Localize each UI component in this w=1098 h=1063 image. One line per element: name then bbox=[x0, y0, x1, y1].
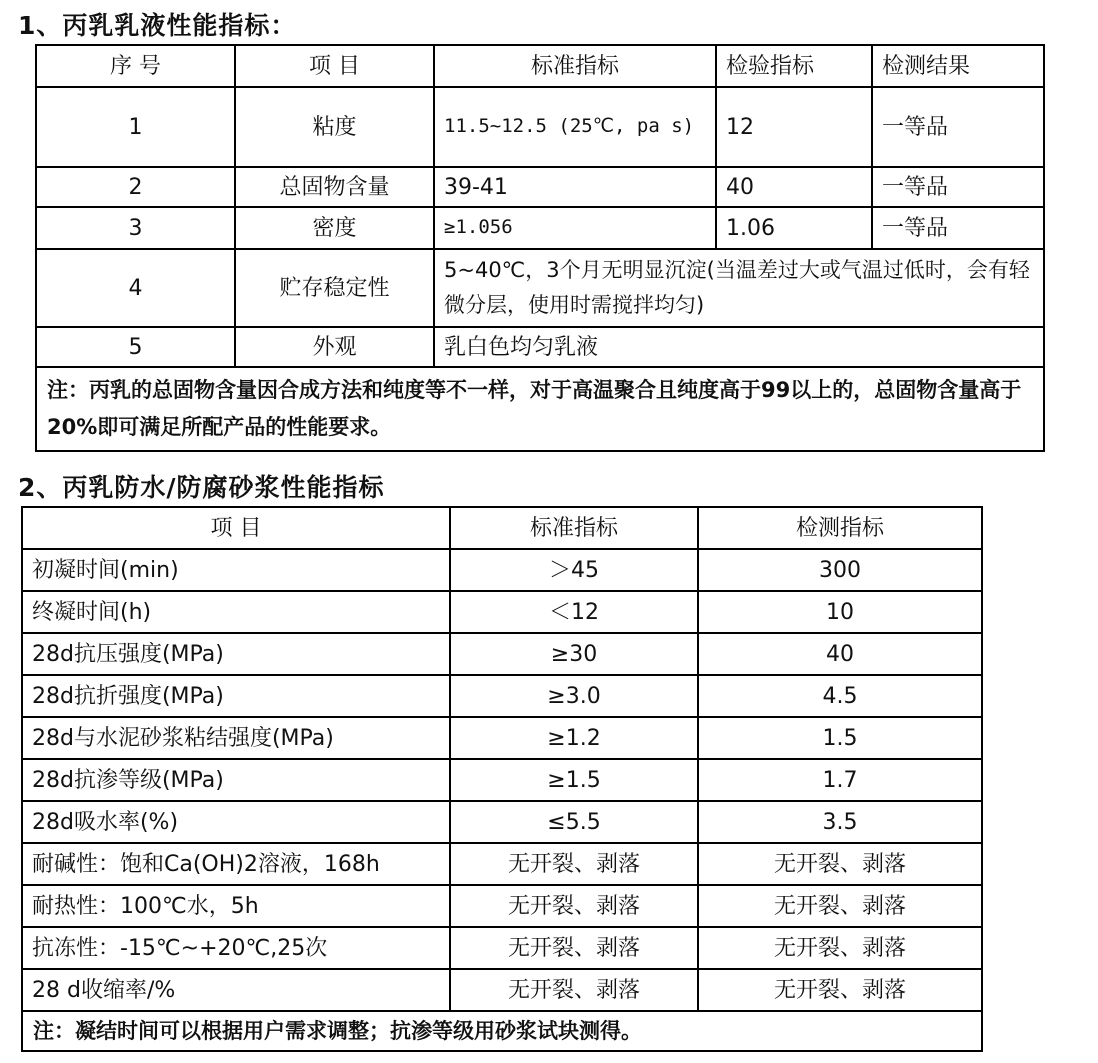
row-result: 一等品 bbox=[872, 87, 1044, 167]
table-row bbox=[22, 549, 982, 591]
row-item: 28 d收缩率/% bbox=[22, 969, 450, 1011]
table-row bbox=[22, 633, 982, 675]
table-row bbox=[22, 885, 982, 927]
row-standard: 无开裂、剥落 bbox=[450, 885, 698, 927]
row-item: 28d吸水率(%) bbox=[22, 801, 450, 843]
row-standard: ≥1.2 bbox=[450, 717, 698, 759]
table-row bbox=[22, 927, 982, 969]
row-item: 密度 bbox=[235, 207, 434, 249]
row-standard: 11.5~12.5 (25℃, pa s) bbox=[434, 87, 716, 167]
header-test: 检测指标 bbox=[698, 507, 982, 549]
row-standard: ≥3.0 bbox=[450, 675, 698, 717]
row-test: 4.5 bbox=[698, 675, 982, 717]
row-standard: 39-41 bbox=[434, 167, 716, 207]
row-test: 无开裂、剥落 bbox=[698, 843, 982, 885]
header-test: 检验指标 bbox=[716, 45, 872, 87]
row-item: 外观 bbox=[235, 327, 434, 367]
row-standard: ＜12 bbox=[450, 591, 698, 633]
table-row bbox=[22, 591, 982, 633]
emulsion-properties-table bbox=[35, 44, 1045, 452]
row-test: 300 bbox=[698, 549, 982, 591]
note-row bbox=[36, 367, 1044, 451]
table-row bbox=[22, 801, 982, 843]
table-row bbox=[36, 87, 1044, 167]
row-item: 终凝时间(h) bbox=[22, 591, 450, 633]
table-row bbox=[36, 249, 1044, 327]
row-no: 1 bbox=[36, 87, 235, 167]
header-item: 项 目 bbox=[235, 45, 434, 87]
table-row bbox=[36, 167, 1044, 207]
table-row bbox=[36, 327, 1044, 367]
row-no: 3 bbox=[36, 207, 235, 249]
row-item: 28d抗压强度(MPa) bbox=[22, 633, 450, 675]
row-test: 10 bbox=[698, 591, 982, 633]
row-item: 28d抗渗等级(MPa) bbox=[22, 759, 450, 801]
row-item: 总固物含量 bbox=[235, 167, 434, 207]
row-no: 5 bbox=[36, 327, 235, 367]
row-test: 3.5 bbox=[698, 801, 982, 843]
row-item: 抗冻性：-15℃~+20℃,25次 bbox=[22, 927, 450, 969]
row-item: 耐碱性：饱和Ca(OH)2溶液，168h bbox=[22, 843, 450, 885]
row-item: 粘度 bbox=[235, 87, 434, 167]
row-standard: 乳白色均匀乳液 bbox=[434, 327, 1044, 367]
table-note: 注：丙乳的总固物含量因合成方法和纯度等不一样，对于高温聚合且纯度高于99以上的，总固物含量高于20%即可满足所配产品的性能要求。 bbox=[36, 367, 1044, 451]
row-standard: 无开裂、剥落 bbox=[450, 927, 698, 969]
header-standard: 标准指标 bbox=[450, 507, 698, 549]
table-row bbox=[22, 969, 982, 1011]
header-item: 项 目 bbox=[22, 507, 450, 549]
row-item: 28d抗折强度(MPa) bbox=[22, 675, 450, 717]
table-row bbox=[36, 207, 1044, 249]
table-row bbox=[22, 843, 982, 885]
row-test: 40 bbox=[698, 633, 982, 675]
row-result: 一等品 bbox=[872, 167, 1044, 207]
row-test: 1.7 bbox=[698, 759, 982, 801]
row-test: 无开裂、剥落 bbox=[698, 927, 982, 969]
section2-title: 2、丙乳防水/防腐砂浆性能指标 bbox=[18, 473, 385, 502]
row-standard: ＞45 bbox=[450, 549, 698, 591]
table-row bbox=[22, 675, 982, 717]
mortar-properties-table bbox=[21, 506, 983, 1052]
row-result: 一等品 bbox=[872, 207, 1044, 249]
row-standard: ≥1.5 bbox=[450, 759, 698, 801]
row-test: 无开裂、剥落 bbox=[698, 885, 982, 927]
row-standard: 无开裂、剥落 bbox=[450, 843, 698, 885]
row-test: 1.5 bbox=[698, 717, 982, 759]
header-result: 检测结果 bbox=[872, 45, 1044, 87]
table-row bbox=[22, 717, 982, 759]
row-item: 耐热性：100℃水，5h bbox=[22, 885, 450, 927]
row-item: 贮存稳定性 bbox=[235, 249, 434, 327]
row-standard: ≥1.056 bbox=[434, 207, 716, 249]
row-test: 40 bbox=[716, 167, 872, 207]
row-test: 12 bbox=[716, 87, 872, 167]
row-item: 28d与水泥砂浆粘结强度(MPa) bbox=[22, 717, 450, 759]
row-test: 无开裂、剥落 bbox=[698, 969, 982, 1011]
row-standard: 无开裂、剥落 bbox=[450, 969, 698, 1011]
table-note: 注：凝结时间可以根据用户需求调整；抗渗等级用砂浆试块测得。 bbox=[22, 1011, 982, 1051]
header-standard: 标准指标 bbox=[434, 45, 716, 87]
row-no: 4 bbox=[36, 249, 235, 327]
row-standard: ≥30 bbox=[450, 633, 698, 675]
table-header-row bbox=[36, 45, 1044, 87]
header-no: 序 号 bbox=[36, 45, 235, 87]
row-standard: ≤5.5 bbox=[450, 801, 698, 843]
table-row bbox=[22, 759, 982, 801]
note-row bbox=[22, 1011, 982, 1051]
row-no: 2 bbox=[36, 167, 235, 207]
row-standard: 5~40℃，3个月无明显沉淀(当温差过大或气温过低时，会有轻微分层，使用时需搅拌均匀) bbox=[434, 249, 1044, 327]
row-item: 初凝时间(min) bbox=[22, 549, 450, 591]
section1-title: 1、丙乳乳液性能指标： bbox=[18, 11, 297, 40]
table-header-row bbox=[22, 507, 982, 549]
row-test: 1.06 bbox=[716, 207, 872, 249]
